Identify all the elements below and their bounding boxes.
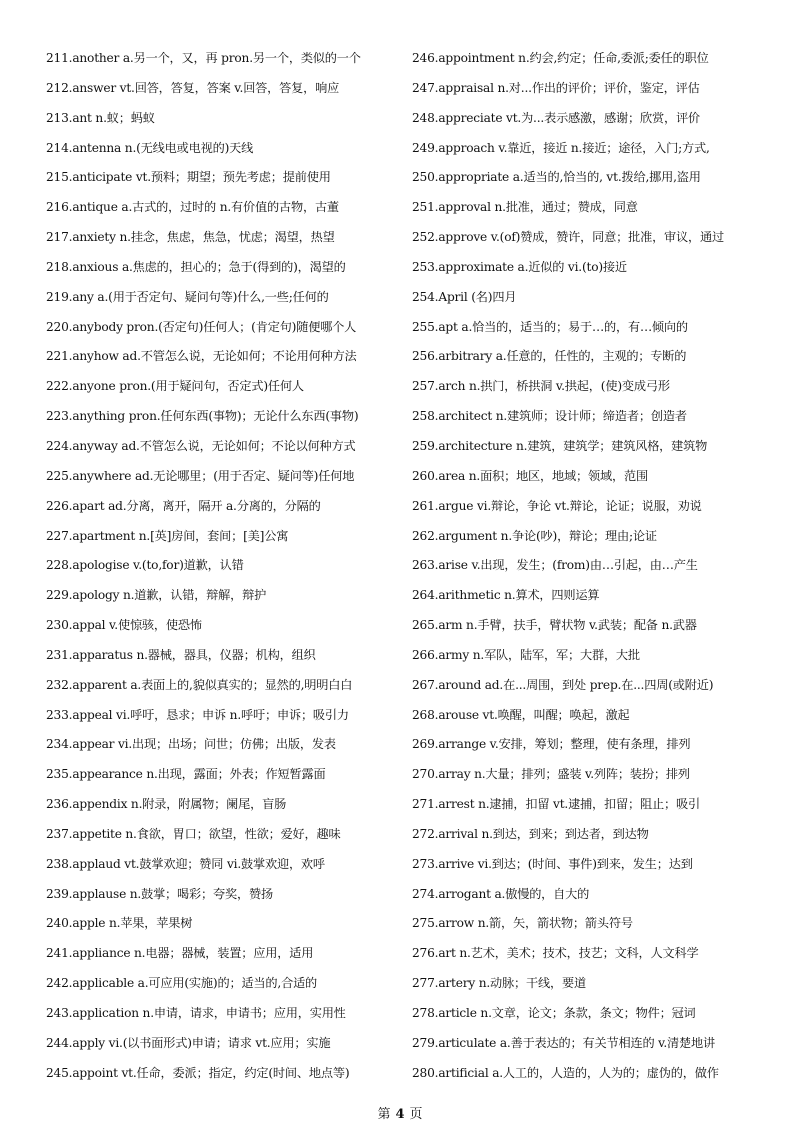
vocab-entry: 238.applaud vt.鼓掌欢迎；赞同 vi.鼓掌欢迎，欢呼: [46, 856, 325, 871]
vocab-entry: 222.anyone pron.(用于疑问句，否定式)任何人: [46, 379, 304, 394]
vocab-entry: 214.antenna n.(无线电或电视的)天线: [46, 140, 254, 155]
page-footer: [0, 1103, 800, 1122]
vocab-entry: 228.apologise v.(to,for)道歉，认错: [46, 558, 244, 573]
left-column: [46, 44, 396, 1089]
vocab-entry: 271.arrest n.逮捕，扣留 vt.逮捕，扣留；阻止；吸引: [412, 797, 700, 812]
vocab-entry: 276.art n.艺术，美术；技术，技艺；文科，人文科学: [412, 946, 699, 961]
vocab-entry: 245.appoint vt.任命，委派；指定，约定(时间、地点等): [46, 1065, 350, 1080]
vocab-entry: 226.apart ad.分离，离开，隔开 a.分离的，分隔的: [46, 498, 321, 513]
vocab-entry: 256.arbitrary a.任意的，任性的，主观的；专断的: [412, 349, 687, 364]
vocab-entry: 231.apparatus n.器械，器具，仪器；机构，组织: [46, 647, 316, 662]
page-number: 4: [395, 1107, 405, 1122]
vocab-entry: 235.appearance n.出现，露面；外表；作短暂露面: [46, 767, 326, 782]
vocab-entry: 254.April (名)四月: [412, 289, 517, 304]
vocab-entry: 255.apt a.恰当的，适当的；易于…的，有…倾向的: [412, 319, 688, 334]
vocab-entry: 249.approach v.靠近，接近 n.接近；途径，入门;方式,: [412, 140, 710, 155]
vocab-entry: 224.anyway ad.不管怎么说，无论如何；不论以何种方式: [46, 438, 356, 453]
vocab-entry: 232.apparent a.表面上的,貌似真实的；显然的,明明白白: [46, 677, 353, 692]
vocab-entry: 265.arm n.手臂，扶手，臂状物 v.武装；配备 n.武器: [412, 618, 697, 633]
vocab-entry: 236.appendix n.附录，附属物；阑尾，盲肠: [46, 797, 287, 812]
footer-suffix: 页: [409, 1107, 423, 1122]
vocab-entry: 246.appointment n.约会,约定；任命,委派;委任的职位: [412, 51, 709, 65]
vocab-entry: 240.apple n.苹果，苹果树: [46, 916, 193, 931]
vocab-entry: 241.appliance n.电器；器械，装置；应用，适用: [46, 946, 314, 961]
vocab-entry: 280.artificial a.人工的，人造的，人为的；虚伪的，做作: [412, 1065, 719, 1080]
vocab-entry: 221.anyhow ad.不管怎么说，无论如何；不论用何种方法: [46, 349, 357, 364]
vocab-entry: 250.appropriate a.适当的,恰当的, vt.拨给,挪用,盗用: [412, 170, 701, 185]
vocab-entry: 272.arrival n.到达，到来；到达者，到达物: [412, 826, 649, 841]
vocab-entry: 258.architect n.建筑师；设计师；缔造者；创造者: [412, 409, 687, 424]
vocab-entry: 243.application n.申请，请求，申请书；应用，实用性: [46, 1006, 346, 1020]
vocab-entry: 247.appraisal n.对...作出的评价；评价，鉴定，评估: [412, 80, 700, 95]
footer-prefix: 第: [377, 1107, 391, 1122]
vocab-entry: 277.artery n.动脉；干线，要道: [412, 976, 586, 991]
vocab-entry: 279.articulate a.善于表达的；有关节相连的 v.清楚地讲: [412, 1035, 715, 1050]
vocab-entry: 220.anybody pron.(否定句)任何人；(肯定句)随便哪个人: [46, 319, 357, 334]
vocab-entry: 259.architecture n.建筑，建筑学；建筑风格，建筑物: [412, 438, 708, 453]
vocab-entry: 264.arithmetic n.算术，四则运算: [412, 588, 600, 603]
vocab-entry: 260.area n.面积；地区，地域；领域，范围: [412, 468, 648, 483]
vocab-entry: 215.anticipate vt.预料；期望；预先考虑；提前使用: [46, 170, 331, 185]
vocab-entry: 253.approximate a.近似的 vi.(to)接近: [412, 259, 627, 274]
vocab-entry: 278.article n.文章，论文；条款，条文；物件；冠词: [412, 1006, 696, 1020]
vocab-entry: 273.arrive vi.到达；(时间、事件)到来，发生；达到: [412, 856, 693, 871]
vocab-entry: 252.approve v.(of)赞成，赞许，同意；批准，审议，通过: [412, 230, 724, 245]
vocab-entry: 269.arrange v.安排，筹划；整理，使有条理，排列: [412, 737, 691, 752]
vocab-entry: 270.array n.大量；排列；盛装 v.列阵；装扮；排列: [412, 767, 690, 782]
vocab-entry: 230.appal v.使惊骇，使恐怖: [46, 618, 202, 633]
vocab-entry: 251.approval n.批准，通过；赞成，同意: [412, 200, 638, 215]
vocab-entry: 229.apology n.道歉，认错，辩解，辩护: [46, 588, 267, 603]
vocab-entry: 267.around ad.在...周围，到处 prep.在...四周(或附近): [412, 677, 714, 692]
vocab-entry: 211.another a.另一个，又，再 pron.另一个，类似的一个: [46, 51, 361, 65]
vocab-entry: 216.antique a.古式的，过时的 n.有价值的古物，古董: [46, 200, 339, 215]
vocab-entry: 212.answer vt.回答，答复，答案 v.回答，答复，响应: [46, 80, 340, 95]
vocab-entry: 218.anxious a.焦虑的，担心的；急于(得到的)，渴望的: [46, 259, 346, 274]
vocab-entry: 225.anywhere ad.无论哪里；(用于否定、疑问等)任何地: [46, 468, 355, 483]
vocab-entry: 248.appreciate vt.为...表示感激，感谢；欣赏，评价: [412, 110, 700, 125]
vocab-entry: 261.argue vi.辩论，争论 vt.辩论，论证；说服，劝说: [412, 498, 702, 513]
vocab-entry: 275.arrow n.箭，矢，箭状物；箭头符号: [412, 916, 633, 931]
vocab-entry: 223.anything pron.任何东西(事物)；无论什么东西(事物): [46, 409, 359, 424]
right-column: [412, 44, 762, 1089]
vocab-entry: 233.appeal vi.呼吁，恳求；申诉 n.呼吁；申诉；吸引力: [46, 707, 349, 722]
vocab-entry: 268.arouse vt.唤醒，叫醒；唤起，激起: [412, 707, 630, 722]
vocab-entry: 257.arch n.拱门，桥拱洞 v.拱起，(使)变成弓形: [412, 379, 670, 394]
vocab-entry: 237.appetite n.食欲，胃口；欲望，性欲；爱好，趣味: [46, 826, 341, 841]
vocab-entry: 262.argument n.争论(吵)，辩论；理由;论证: [412, 528, 657, 543]
vocab-entry: 274.arrogant a.傲慢的，自大的: [412, 886, 590, 901]
vocab-entry: 244.apply vi.(以书面形式)申请；请求 vt.应用；实施: [46, 1035, 331, 1050]
vocab-entry: 213.ant n.蚁；蚂蚁: [46, 110, 155, 125]
vocab-entry: 242.applicable a.可应用(实施)的；适当的,合适的: [46, 976, 318, 991]
vocab-entry: 219.any a.(用于否定句、疑问句等)什么,一些;任何的: [46, 289, 329, 304]
vocab-entry: 239.applause n.鼓掌；喝彩；夸奖，赞扬: [46, 886, 273, 901]
vocab-entry: 227.apartment n.[英]房间，套间；[美]公寓: [46, 528, 289, 543]
vocab-entry: 263.arise v.出现，发生；(from)由…引起，由…产生: [412, 558, 698, 573]
vocab-entry: 234.appear vi.出现；出场；问世；仿佛；出版，发表: [46, 737, 336, 752]
vocab-entry: 266.army n.军队，陆军，军；大群，大批: [412, 647, 640, 662]
vocab-entry: 217.anxiety n.挂念，焦虑，焦急，忧虑；渴望，热望: [46, 230, 335, 245]
